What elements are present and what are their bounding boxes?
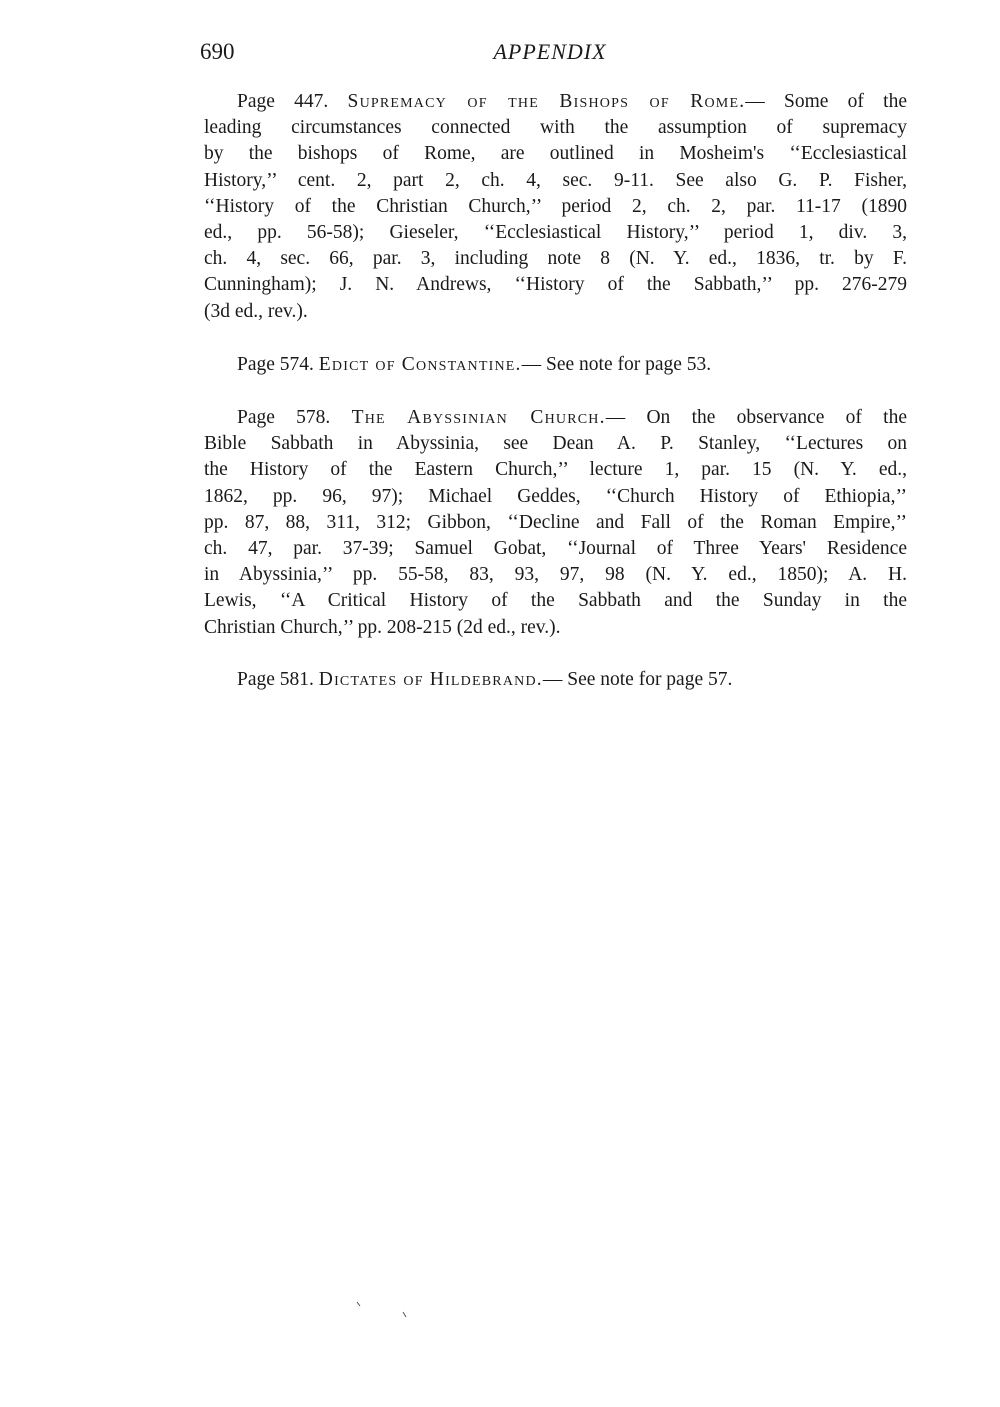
note-text: — On the observance of the <box>605 407 908 428</box>
note-paragraph-page-581 <box>204 667 907 693</box>
note-paragraph-page-574 <box>204 352 907 378</box>
note-heading: The Abyssinian Church. <box>351 407 606 428</box>
note-page-reference: Page 581. <box>237 669 314 690</box>
paragraph-first-line <box>204 667 907 693</box>
paragraph-line: leading circumstances connected with the assumption of supremacy <box>204 117 907 139</box>
paragraph-line: in Abyssinia,’’ pp. 55-58, 83, 93, 97, 98 (N. Y. ed., 1850); A. H. <box>204 564 907 586</box>
note-page-reference: Page 578. <box>237 407 331 428</box>
note-heading: Supremacy of the Bishops of Rome. <box>347 91 746 112</box>
paragraph-line: Cunningham); J. N. Andrews, ‘‘History of the Sabbath,’’ pp. 276-279 <box>204 274 907 296</box>
paragraph-line: ed., pp. 56-58); Gieseler, ‘‘Ecclesiastical History,’’ period 1, div. 3, <box>204 221 907 243</box>
note-text: — See note for page 57. <box>542 669 733 690</box>
paragraph-first-line <box>204 352 907 378</box>
paragraph-line: Christian Church,’’ pp. 208-215 (2d ed., rev.). <box>204 616 561 638</box>
note-paragraph-page-578 <box>204 405 907 641</box>
note-page-reference: Page 574. <box>237 354 314 375</box>
page-number: 690 <box>200 39 235 64</box>
paragraph-line: pp. 87, 88, 311, 312; Gibbon, ‘‘Decline and Fall of the Roman Empire,’’ <box>204 511 907 533</box>
paragraph-line: Bible Sabbath in Abyssinia, see Dean A. P. Stanley, ‘‘Lectures on <box>204 433 907 455</box>
paragraph-line: ch. 47, par. 37-39; Samuel Gobat, ‘‘Journal of Three Years' Residence <box>204 537 907 559</box>
paragraph-line: ‘‘History of the Christian Church,’’ period 2, ch. 2, par. 11-17 (1890 <box>204 195 907 217</box>
paragraph-line: History,’’ cent. 2, part 2, ch. 4, sec. 9-11. See also G. P. Fisher, <box>204 169 907 191</box>
paragraph-line: (3d ed., rev.). <box>204 300 308 322</box>
scan-specks <box>355 1300 415 1320</box>
paragraph-line: Lewis, ‘‘A Critical History of the Sabbath and the Sunday in the <box>204 590 907 612</box>
running-title: APPENDIX <box>493 39 607 64</box>
note-paragraph-page-447 <box>204 89 907 325</box>
paragraph-line: ch. 4, sec. 66, par. 3, including note 8 (N. Y. ed., 1836, tr. by F. <box>204 248 907 270</box>
paragraph-first-line <box>204 89 907 115</box>
paragraph-line: by the bishops of Rome, are outlined in Mosheim's ‘‘Ecclesiastical <box>204 143 907 165</box>
paragraph-first-line <box>204 405 907 431</box>
paragraph-line: 1862, pp. 96, 97); Michael Geddes, ‘‘Church History of Ethiopia,’’ <box>204 485 907 507</box>
paragraph-line: the History of the Eastern Church,’’ lecture 1, par. 15 (N. Y. ed., <box>204 459 907 481</box>
note-text: — Some of the <box>745 91 907 112</box>
note-text: — See note for page 53. <box>521 354 712 375</box>
note-page-reference: Page 447. <box>237 91 329 112</box>
note-heading: Dictates of Hildebrand. <box>318 669 543 690</box>
note-heading: Edict of Constantine. <box>318 354 522 375</box>
